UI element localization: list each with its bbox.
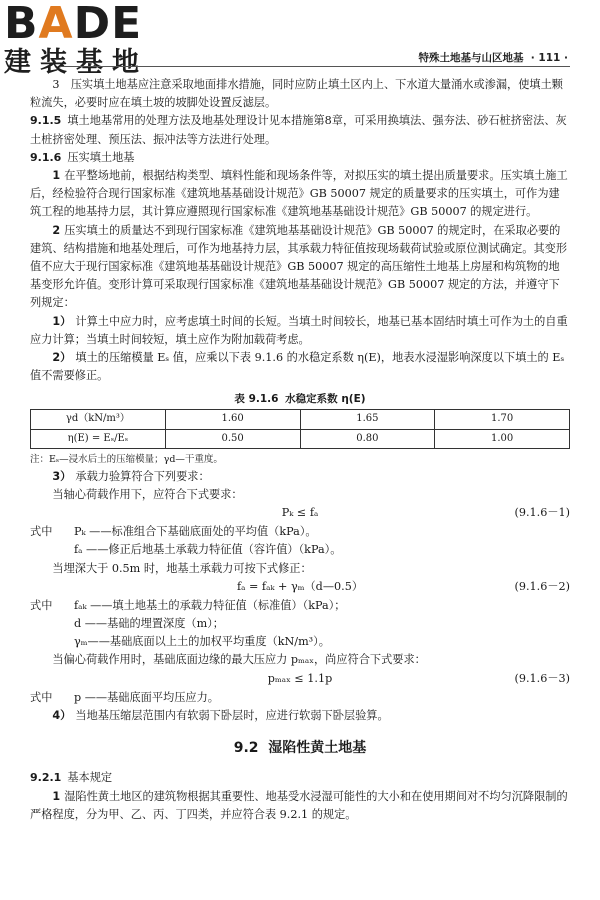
definition-gamma-m: γₘ——基础底面以上土的加权平均重度（kN/m³）。 [74, 635, 330, 649]
section-9-1-6-para-2: 2 压实填土的质量达不到现行国家标准《建筑地基基础设计规范》GB 50007 的规定时，在采取必要的建筑、结构措施和地基处理后，可作为地基持力层，其承载力特征值按现场载荷试验或原位测试确定。其变形值不应大于现行国家标准《建筑地基基础设计规范》GB 50007 规定的高压缩性土地基上房屋和构筑物的地基变形允许值。变形计算可采取现行国家标准《建筑地基基础设计规范》GB 50007 规定的方法，并遵守下列规定： [30, 223, 568, 310]
eccentric-load-text: 当偏心荷载作用时，基础底面边缘的最大压应力 pₘₐₓ，尚应符合下式要求： [52, 653, 426, 667]
running-header [418, 50, 568, 65]
formula-number: (9.1.6－1) [514, 506, 570, 520]
section-9-2-1-heading: 9.2.1 基本规定 [30, 771, 113, 785]
definition-fak: 式中 fₐₖ ——填土地基土的承载力特征值（标准值）（kPa）； [30, 598, 346, 612]
definition-pk: 式中 Pₖ ——标准组合下基础底面处的平均值（kPa）。 [30, 525, 317, 539]
logo [4, 0, 174, 80]
table-cell: 1.60 [165, 410, 300, 429]
formula-number: (9.1.6－2) [514, 579, 570, 593]
header-rule [60, 66, 570, 67]
section-9-2-1-para-1: 1 湿陷性黄土地区的建筑物根据其重要性、地基受水浸湿可能性的大小和在使用期间对不均匀沉降限制的严格程度，分为甲、乙、丙、丁四类，并应符合表 9.2.1 的规定。 [30, 789, 568, 821]
formula-9-1-6-1 [30, 504, 570, 523]
list-item-3: 3） 承载力验算符合下列要求： [52, 469, 210, 483]
definition-fa: fₐ ——修正后地基土承载力特征值（容许值）（kPa）。 [74, 543, 342, 557]
section-9-1-6-para-1: 1 在平整场地前，根据结构类型、填料性能和现场条件等，对拟压实的填土提出质量要求。压实填土施工后，经检验符合现行国家标准《建筑地基基础设计规范》GB 50007 规定的质量要求的压实填土，可作为建筑工程的地基持力层，其计算应遵照现行国家标准《建筑地基基础设计规范》GB 50007 的规定进行。 [30, 169, 568, 219]
definition-p: 式中 p ——基础底面平均压应力。 [30, 690, 219, 704]
table-cell: η(E) = Eₛ/Eₛ [31, 429, 166, 448]
formula-9-1-6-2 [30, 578, 570, 597]
formula-expression: Pₖ ≤ fₐ [281, 506, 319, 520]
intro-paragraph: 3 压实填土地基应注意采取地面排水措施，同时应防止填土区内上、下水道大量涌水或渗漏，使填土颗粒流失，必要时应在填土坡的坡脚处设置反滤层。 [30, 78, 563, 110]
logo-wordmark: BADE [4, 0, 143, 49]
water-stability-table [30, 409, 570, 448]
list-item-1: 1） 计算土中应力时，应考虑填土时间的长短。当填土时间较长，地基已基本固结时填土可作为土的自重应力计算；当填土时间较短，填土应作为附加载荷考虑。 [30, 314, 568, 346]
formula-expression: fₐ = fₐₖ + γₘ（d—0.5） [236, 579, 364, 593]
page-number: · 111 · [530, 52, 568, 64]
formula-number: (9.1.6－3) [514, 671, 570, 685]
header-title: 特殊土地基与山区地基 [418, 52, 524, 64]
list-item-4: 4） 当地基压缩层范围内有软弱下卧层时，应进行软弱下卧层验算。 [52, 708, 389, 722]
table-cell: 1.70 [435, 410, 570, 429]
logo-subtitle: 建装基地 [4, 47, 148, 78]
formula-expression: pₘₐₓ ≤ 1.1p [267, 671, 333, 685]
formula-9-1-6-3 [30, 670, 570, 689]
depth-correction-text: 当埋深大于 0.5m 时，地基土承载力可按下式修正： [52, 561, 312, 575]
chapter-heading: 9.2 湿陷性黄土地基 [233, 740, 367, 757]
section-9-1-6-heading: 9.1.6 压实填土地基 [30, 150, 135, 164]
table-cell: γd（kN/m³） [31, 410, 166, 429]
list-item-2: 2） 填土的压缩模量 Eₛ 值，应乘以下表 9.1.6 的水稳定系数 η(E)，地表水浸湿影响深度以下填土的 Eₛ 值不需要修正。 [30, 351, 565, 383]
table-row [31, 429, 570, 448]
table-cell: 0.80 [300, 429, 435, 448]
table-title: 表 9.1.6 水稳定系数 η(E) [234, 393, 366, 406]
page-body [30, 76, 570, 824]
table-note: 注：Eₛ—浸水后土的压缩模量；γd—干重度。 [30, 453, 223, 465]
section-9-1-5: 9.1.5 填土地基常用的处理方法及地基处理设计见本措施第8章，可采用换填法、强夯法、砂石桩挤密法、灰土桩挤密处理、预压法、振冲法等方法进行处理。 [30, 114, 567, 146]
table-cell: 1.00 [435, 429, 570, 448]
definition-d: d ——基础的埋置深度（m）； [74, 617, 224, 631]
table-row [31, 410, 570, 429]
table-cell: 1.65 [300, 410, 435, 429]
axial-load-text: 当轴心荷载作用下，应符合下式要求： [52, 488, 243, 502]
table-cell: 0.50 [165, 429, 300, 448]
